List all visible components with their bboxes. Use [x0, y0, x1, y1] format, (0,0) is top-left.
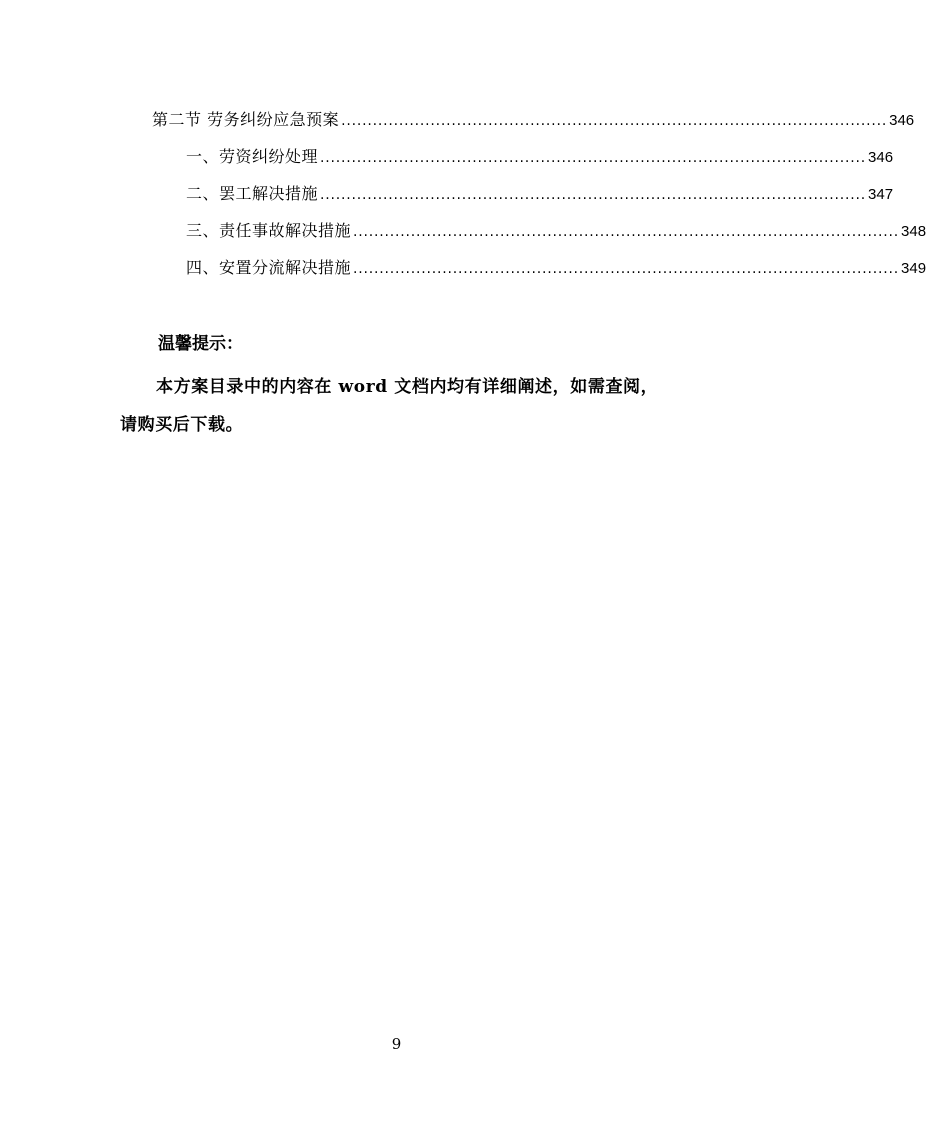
toc-entry-item	[186, 257, 926, 279]
notice-title: 温馨提示：	[158, 334, 243, 354]
page-number: 9	[391, 1035, 402, 1053]
toc-entry-item	[186, 183, 894, 205]
toc-entry-label: 三、责任事故解决措施	[186, 221, 352, 240]
toc-leader-dots: ........................................................................................................	[320, 150, 867, 166]
toc-entry-item	[186, 220, 926, 242]
toc-leader-dots: ........................................................................................................	[353, 224, 900, 240]
toc-entry-page: 346	[868, 149, 894, 166]
toc-entry-label: 二、罢工解决措施	[186, 184, 319, 203]
toc-entry-label: 四、安置分流解决措施	[186, 258, 352, 277]
notice-body: 本方案目录中的内容在 word 文档内均有详细阐述，如需查阅，请购买后下载。	[120, 377, 659, 435]
toc-entry-section	[152, 109, 915, 131]
toc-leader-dots: ........................................................................................................	[341, 113, 888, 129]
toc-entry-page: 346	[889, 112, 915, 129]
toc-entry-label: 第二节 劳务纠纷应急预案	[152, 110, 340, 129]
toc-entry-label: 一、劳资纠纷处理	[186, 147, 319, 166]
toc-leader-dots: ........................................................................................................	[353, 261, 900, 277]
toc-leader-dots: ........................................................................................................	[320, 187, 867, 203]
toc-entry-page: 349	[901, 260, 926, 277]
toc-entry-page: 348	[901, 223, 926, 240]
toc-entry-page: 347	[868, 186, 894, 203]
toc-entry-item	[186, 146, 894, 168]
